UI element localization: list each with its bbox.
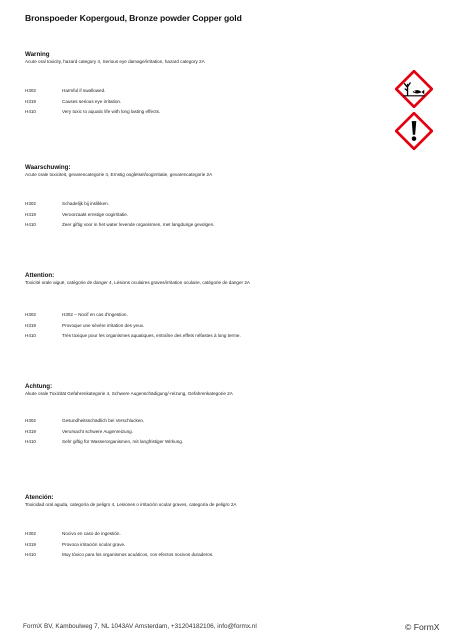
hazard-code: H319 [25, 428, 36, 434]
hazard-code: H302 [25, 201, 36, 206]
hazard-statement-list [25, 199, 214, 231]
hazard-code: H319 [25, 541, 36, 547]
hazard-statement-list [25, 529, 213, 561]
hazard-statement [25, 529, 213, 540]
signal-word: Attention: [25, 272, 55, 279]
hazard-classification: Toxicité orale aiguë, catégorie de danger 4, Lésions oculaires graves/irritation oculaire, catégorie de danger 2A [25, 280, 250, 285]
hazard-text: Muy tóxico para los organismos acuáticos, con efectos nocivos duraderos. [62, 552, 214, 557]
hazard-text: Very toxic to aquatic life with long lasting effects. [62, 109, 161, 114]
hazard-statement [25, 107, 160, 118]
hazard-text: Verursacht schwere Augenreizung. [62, 428, 133, 434]
hazard-code: H410 [25, 439, 36, 444]
hazard-statement [25, 310, 241, 321]
hazard-section-nl [25, 164, 385, 227]
hazard-text: Très toxique pour les organismes aquatiques, entraîne des effets néfastes à long terme. [62, 333, 241, 338]
hazard-statement [25, 427, 183, 438]
hazard-code: H410 [25, 109, 36, 114]
hazard-text: Gesundheitsschädlich bei Verschlucken. [62, 418, 145, 423]
hazard-statement [25, 210, 214, 221]
signal-word: Atención: [25, 494, 54, 501]
hazard-section-de [25, 383, 385, 444]
hazard-statement [25, 86, 160, 97]
hazard-text: Harmful if swallowed. [62, 88, 106, 93]
hazard-statement [25, 199, 214, 210]
copyright-notice: © FormX [405, 622, 440, 632]
hazard-statement [25, 550, 213, 561]
hazard-section-fr [25, 272, 385, 338]
hazard-statement-list [25, 310, 241, 342]
hazard-text: H302 – Nocif en cas d'ingestion. [62, 312, 128, 317]
hazard-code: H410 [25, 552, 36, 557]
hazard-statement [25, 540, 213, 551]
exclamation-mark-icon [395, 112, 433, 150]
hazard-code: H302 [25, 531, 36, 536]
hazard-statement [25, 331, 241, 342]
hazard-classification: Toxicidad oral aguda, categoría de peligro 4, Lesiones o irritación ocular graves, categoría de peligro 2A [25, 502, 237, 507]
hazard-code: H302 [25, 418, 36, 423]
signal-word: Warning [25, 51, 50, 58]
hazard-text: Veroorzaakt ernstige oogirritatie. [62, 211, 129, 217]
hazard-text: Provoca irritación ocular grave. [62, 541, 126, 547]
hazard-text: Zeer giftig voor in het water levende organismen, met langdurige gevolgen. [62, 222, 215, 227]
hazard-statement [25, 416, 183, 427]
ghs-pictograms [395, 70, 435, 154]
hazard-statement-list [25, 86, 160, 118]
hazard-text: Nocivo en caso de ingestión. [62, 531, 121, 536]
signal-word: Waarschuwing: [25, 164, 71, 171]
footer-address: FormX BV, Kamboulweg 7, NL 1043AV Amsterdam, +31204182106, info@formx.nl [23, 623, 257, 630]
hazard-section-en [25, 51, 385, 114]
hazard-text: Schadelijk bij inslikken. [62, 201, 109, 206]
hazard-code: H302 [25, 88, 36, 93]
hazard-classification: Acute oral toxicity, hazard category 4, Serious eye damage/irritation, hazard category 2A [25, 59, 205, 64]
hazard-code: H319 [25, 211, 36, 217]
document-title: Bronspoeder Kopergoud, Bronze powder Copper gold [25, 13, 242, 23]
hazard-classification: Akute orale Toxizität Gefahrenkategorie 4, Schwere Augenschädigung/-reizung, Gefahrenkategorie 2A [25, 391, 233, 396]
hazard-statement [25, 220, 214, 231]
hazard-statement [25, 97, 160, 108]
hazard-section-es [25, 494, 385, 557]
hazard-statement-list [25, 416, 183, 448]
hazard-statement [25, 321, 241, 332]
environment-hazard-icon [395, 70, 433, 108]
hazard-code: H319 [25, 322, 36, 328]
hazard-code: H410 [25, 333, 36, 338]
hazard-classification: Acute orale toxiciteit, gevarencategorie 4, Ernstig oogletsel/oogirritatie, gevarencategorie 2A [25, 172, 213, 177]
hazard-text: Provoque une sévère irritation des yeux. [62, 322, 145, 328]
hazard-text: Causes serious eye irritation. [62, 98, 122, 104]
signal-word: Achtung: [25, 383, 53, 390]
hazard-code: H319 [25, 98, 36, 104]
hazard-code: H302 [25, 312, 36, 317]
hazard-text: Sehr giftig für Wasserorganismen, mit langfristiger Wirkung. [62, 439, 184, 444]
hazard-code: H410 [25, 222, 36, 227]
hazard-statement [25, 437, 183, 448]
